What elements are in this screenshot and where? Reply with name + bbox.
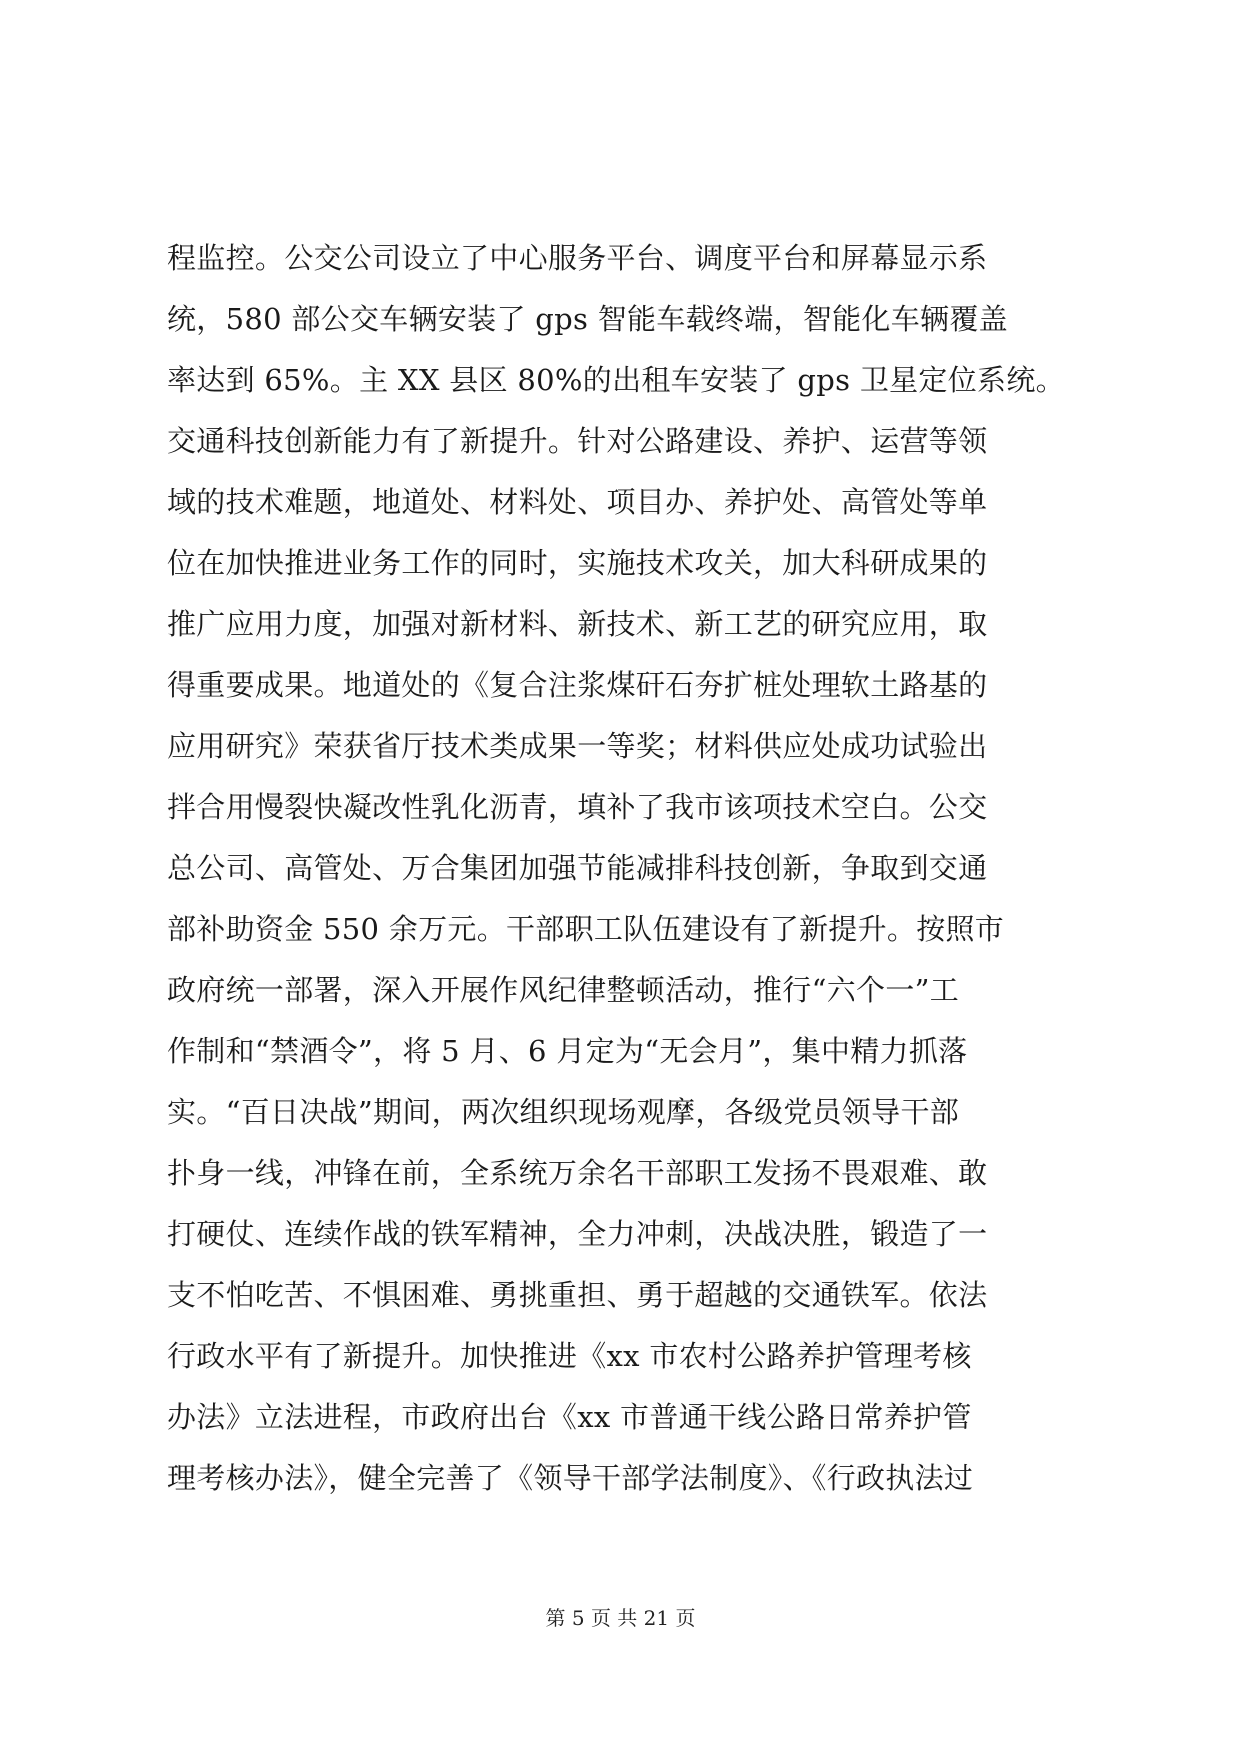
text-line: 交通科技创新能力有了新提升。针对公路建设、养护、运营等领 — [167, 424, 988, 458]
text-line: 部补助资金 550 余万元。干部职工队伍建设有了新提升。按照市 — [167, 912, 1005, 946]
page-number-footer: 第 5 页 共 21 页 — [545, 1606, 696, 1630]
text-line: 统，580 部公交车辆安装了 gps 智能车载终端，智能化车辆覆盖 — [167, 302, 1008, 336]
text-line: 率达到 65%。主 XX 县区 80%的出租车安装了 gps 卫星定位系统。 — [167, 363, 1065, 397]
body-text — [167, 228, 1087, 1509]
text-line: 应用研究》荣获省厅技术类成果一等奖；材料供应处成功试验出 — [167, 729, 988, 763]
text-line: 打硬仗、连续作战的铁军精神，全力冲刺，决战决胜，锻造了一 — [167, 1217, 988, 1251]
text-line: 域的技术难题，地道处、材料处、项目办、养护处、高管处等单 — [167, 485, 988, 519]
text-line: 理考核办法》，健全完善了《领导干部学法制度》、《行政执法过 — [167, 1461, 974, 1495]
text-line: 实。“百日决战”期间，两次组织现场观摩，各级党员领导干部 — [167, 1095, 960, 1129]
text-line: 总公司、高管处、万合集团加强节能减排科技创新，争取到交通 — [167, 851, 988, 885]
text-line: 政府统一部署，深入开展作风纪律整顿活动，推行“六个一”工 — [167, 973, 960, 1007]
text-line: 办法》立法进程，市政府出台《xx 市普通干线公路日常养护管 — [167, 1400, 972, 1434]
text-line: 行政水平有了新提升。加快推进《xx 市农村公路养护管理考核 — [167, 1339, 972, 1373]
text-line: 程监控。公交公司设立了中心服务平台、调度平台和屏幕显示系 — [167, 241, 988, 275]
text-line: 位在加快推进业务工作的同时，实施技术攻关，加大科研成果的 — [167, 546, 988, 580]
text-line: 支不怕吃苦、不惧困难、勇挑重担、勇于超越的交通铁军。依法 — [167, 1278, 988, 1312]
text-line: 得重要成果。地道处的《复合注浆煤矸石夯扩桩处理软土路基的 — [167, 668, 988, 702]
text-line: 扑身一线，冲锋在前，全系统万余名干部职工发扬不畏艰难、敢 — [167, 1156, 988, 1190]
text-line: 作制和“禁酒令”，将 5 月、6 月定为“无会月”，集中精力抓落 — [167, 1034, 968, 1068]
text-line: 拌合用慢裂快凝改性乳化沥青，填补了我市该项技术空白。公交 — [167, 790, 988, 824]
text-line: 推广应用力度，加强对新材料、新技术、新工艺的研究应用，取 — [167, 607, 988, 641]
